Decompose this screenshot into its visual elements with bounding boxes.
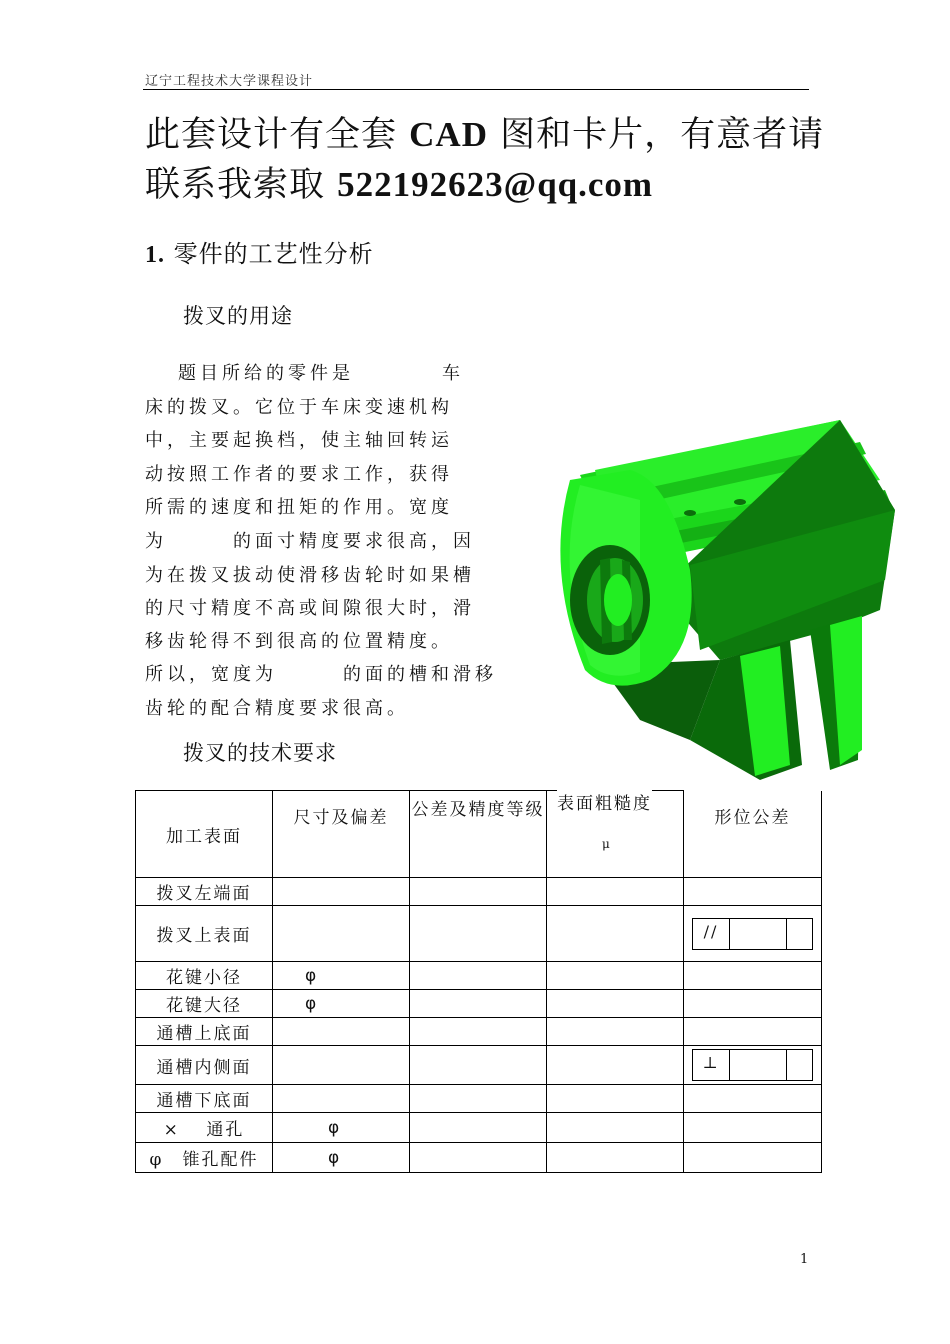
cell-dimension [273,1085,410,1113]
cell-surface: 通槽上底面 [136,1018,273,1046]
title-line-2-bold: 522192623@qq.com [337,165,654,204]
section-heading [145,234,374,269]
cell-roughness [547,962,684,990]
paragraph-line: 所需的速度和扭矩的作用。宽度 [145,497,453,518]
cell-roughness [547,1018,684,1046]
cell-roughness [547,906,684,962]
subheading-requirements: 拨叉的技术要求 [183,741,337,765]
paragraph-line: 为在拨叉拔动使滑移齿轮时如果槽 [145,565,475,586]
paragraph-line: 动按照工作者的要求工作，获得 [145,464,453,485]
section-title: 零件的工艺性分析 [165,240,374,268]
header-rule [143,89,809,90]
cell-shape [684,962,822,990]
title-line-1-rest: 图和卡片，有意者请 [487,115,825,155]
cell-dimension: φ [273,1143,410,1173]
cell-tolerance [410,1085,547,1113]
cell-roughness [547,878,684,906]
cell-roughness [547,1085,684,1113]
table-row [136,990,822,1018]
cell-dimension [273,878,410,906]
tolerance-frame-datum [787,919,811,949]
table-row [136,1018,822,1046]
technical-requirements-table [135,790,822,1173]
cell-tolerance [410,1046,547,1085]
cell-surface: 花键小径 [136,962,273,990]
cell-tolerance [410,990,547,1018]
cell-surface: φ 锥孔配件 [136,1143,273,1173]
cell-surface: 通槽内侧面 [136,1046,273,1085]
cell-dimension: φ [273,990,410,1018]
header-roughness [547,791,684,878]
header-dimension: 尺寸及偏差 [273,791,410,878]
cell-roughness [547,1046,684,1085]
cell-roughness [547,1113,684,1143]
title-line-2-cn: 联系我索取 [145,165,338,205]
cell-shape [684,1046,822,1085]
cell-surface: 花键大径 [136,990,273,1018]
tolerance-frame-perpendicular [692,1049,813,1081]
page-number: 1 [800,1252,809,1267]
paragraph-line: 的尺寸精度不高或间隙很大时，滑 [145,598,475,619]
cell-tolerance [410,962,547,990]
cell-dimension: φ [273,962,410,990]
paragraph-line: 所以，宽度为 的面的槽和滑移 [145,664,497,685]
running-header: 辽宁工程技术大学课程设计 [145,74,314,89]
section-number: 1. [145,242,165,268]
table-row [136,906,822,962]
table-row [136,962,822,990]
tolerance-frame-datum [787,1050,811,1080]
cell-surface: × 通孔 [136,1113,273,1143]
header-surface: 加工表面 [136,791,273,878]
cell-shape [684,906,822,962]
table-row [136,1143,822,1173]
cell-roughness [547,1143,684,1173]
cell-surface: 拨叉上表面 [136,906,273,962]
cell-dimension [273,906,410,962]
perpendicularity-symbol: ⊥ [693,1050,730,1080]
header-shape: 形位公差 [684,791,822,878]
paragraph-line: 齿轮的配合精度要求很高。 [145,698,409,719]
cell-surface: 拨叉左端面 [136,878,273,906]
paragraph-line: 移齿轮得不到很高的位置精度。 [145,631,453,652]
cell-shape [684,1143,822,1173]
table-row [136,878,822,906]
cell-dimension: φ [273,1113,410,1143]
paragraph-line: 中，主要起换档，使主轴回转运 [145,430,453,451]
table-header-row [136,791,822,878]
cell-shape [684,1113,822,1143]
title-line-1-bold: CAD [409,115,488,154]
tolerance-frame-value [730,919,787,949]
cell-shape [684,1018,822,1046]
table-row [136,1085,822,1113]
paragraph-line: 题目所给的零件是 车 [178,363,464,384]
cell-tolerance [410,906,547,962]
tolerance-frame-value [730,1050,787,1080]
cell-tolerance [410,1113,547,1143]
title-line-1-cn: 此套设计有全套 [145,115,410,155]
title-line-2 [145,160,653,210]
paragraph-line: 为 的面寸精度要求很高，因 [145,531,475,552]
paragraph-line: 床的拨叉。它位于车床变速机构 [145,397,453,418]
cell-roughness [547,990,684,1018]
tolerance-frame-parallel [692,918,813,950]
cell-shape [684,990,822,1018]
cell-tolerance [410,878,547,906]
title-line-1 [145,110,824,160]
header-tolerance: 公差及精度等级 [410,791,547,878]
cell-surface: 通槽下底面 [136,1085,273,1113]
cell-tolerance [410,1143,547,1173]
table-row [136,1046,822,1085]
cell-dimension [273,1018,410,1046]
cell-shape [684,1085,822,1113]
header-roughness-label: 表面粗糙度 [557,789,652,814]
table-row [136,1113,822,1143]
subheading-purpose: 拨叉的用途 [183,304,293,328]
cell-shape [684,878,822,906]
cell-dimension [273,1046,410,1085]
cell-tolerance [410,1018,547,1046]
header-roughness-unit: μ [602,837,612,851]
fork-part-3d-image [540,420,900,790]
parallelism-symbol: // [693,919,730,949]
